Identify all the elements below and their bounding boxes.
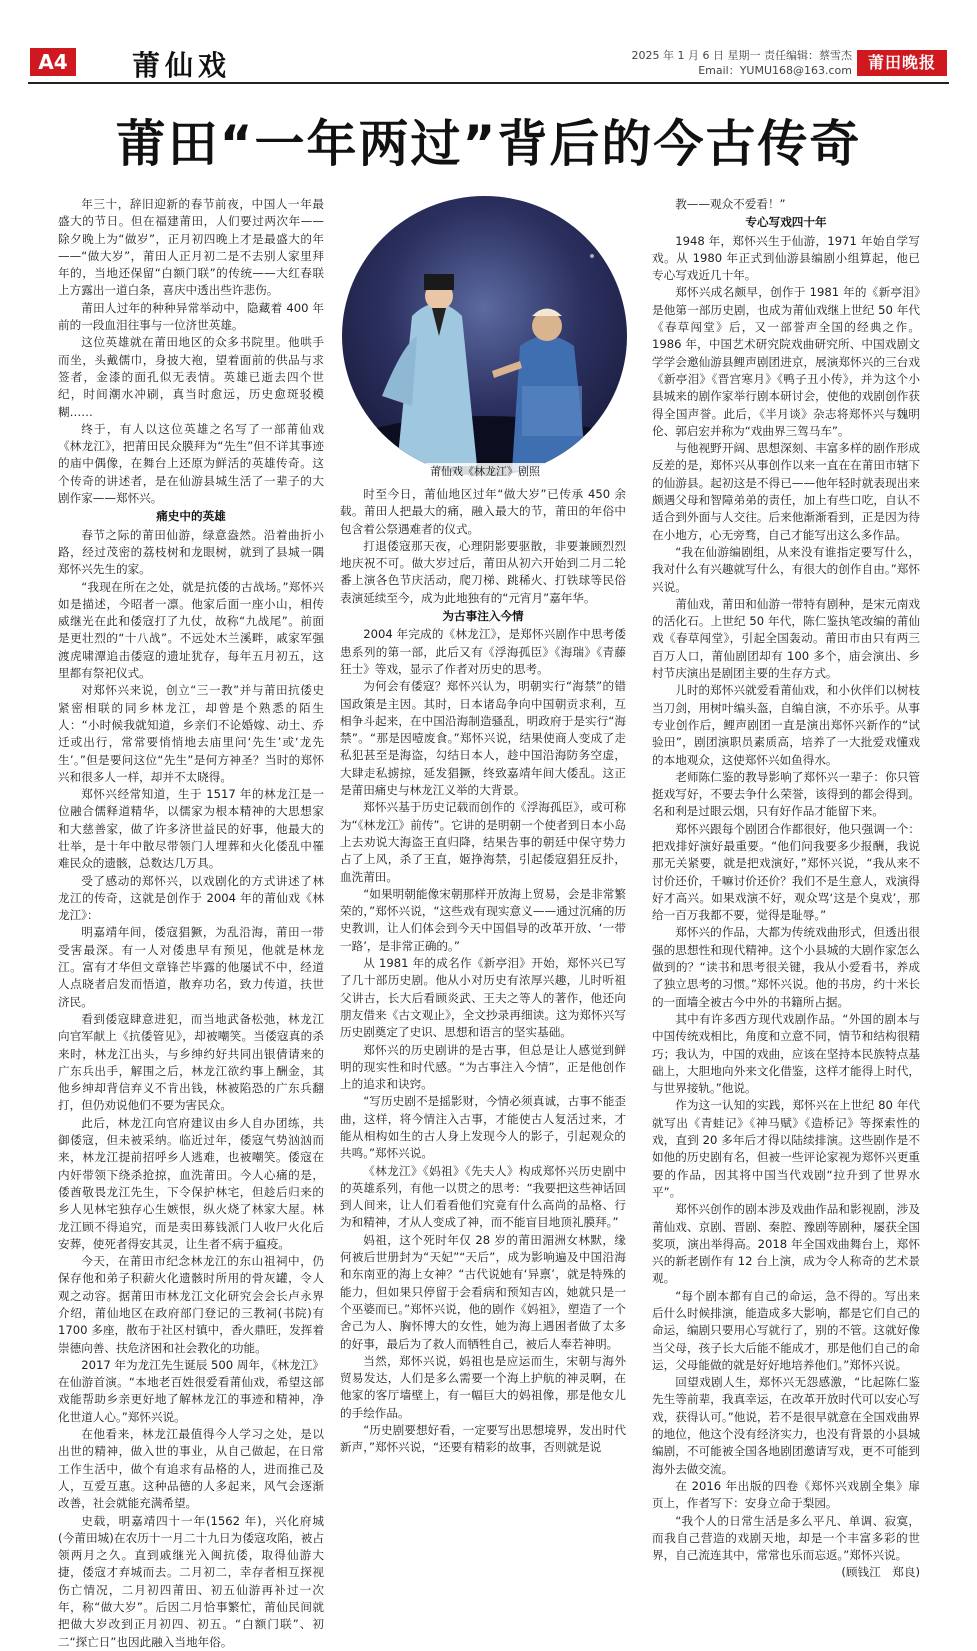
header-meta bbox=[632, 48, 852, 78]
article-paragraph: 老师陈仁鉴的教导影响了郑怀兴一辈子：你只管挺戏写好，不要去争什么荣誉，该得到的都会得到。名和利是过眼云烟，只有好作品才能留下来。 bbox=[652, 769, 920, 819]
section-title: 莆仙戏 bbox=[132, 49, 232, 82]
article-paragraph: 郑怀兴的作品，大都为传统戏曲形式，但透出很强的思想性和现代精神。这个小县城的大剧作家怎么做到的？“读书和思考很关键，我从小爱看书，养成了独立思考的习惯。”郑怀兴说。他的书房，约十米长的一面墙全被古今中外的书籍所占据。 bbox=[652, 925, 920, 1009]
article-paragraph: 其中有许多西方现代戏剧作品。“外国的剧本与中国传统戏相比，角度和立意不同，情节和结构很精巧；我认为，中国的戏曲，应该在坚持本民族特点基础上，大胆地向外来文化借鉴，这样才能得上时代，与世界接轨。”他说。 bbox=[652, 1011, 920, 1096]
article-paragraph: 在 2016 年出版的四卷《郑怀兴戏剧全集》扉页上，作者写下：安身立命于梨园。 bbox=[652, 1478, 920, 1511]
article-column-2 bbox=[340, 196, 626, 1457]
section-subheading: 痛史中的英雄 bbox=[156, 509, 226, 524]
article-paragraph: 终于，有人以这位英雄之名写了一部莆仙戏《林龙江》，把莆田民众膜拜为“先生”但不详其事迹的庙中偶像，在舞台上还原为鲜活的英雄传奇。这个传奇的讲述者，是在仙游县城生活了一辈子的大剧作家——郑怀兴。 bbox=[58, 421, 324, 506]
article-paragraph: “我在仙游编剧组，从来没有谁指定要写什么，我对什么有兴趣就写什么，有很大的创作自由。”郑怀兴说。 bbox=[652, 544, 920, 594]
photo-caption: 莆仙戏《林龙江》剧照 bbox=[426, 463, 544, 479]
article-paragraph: 郑怀兴创作的剧本涉及戏曲作品和影视剧，涉及莆仙戏、京剧、晋剧、秦腔、豫剧等剧种，屡获全国奖项，演出举得高。2018 年全国戏曲舞台上，郑怀兴的新老剧作有 12 台上演，成为令人称奇的艺术景观。 bbox=[652, 1202, 920, 1286]
article-paragraph: 这位英雄就在莆田地区的众多书院里。他哄手而坐，头戴儒巾，身披大袍，望着面前的供品与求签者，金漆的面孔似无表情。英雄已逝去四个世纪，时间潮水冲刷，真当时愈远，历史愈斑驳模糊…… bbox=[58, 335, 324, 419]
article-paragraph: 郑怀兴的历史剧讲的是古事，但总是让人感觉到鲜明的现实性和时代感。“为古事注入今情”，正是他创作上的追求和诀窍。 bbox=[340, 1042, 626, 1092]
article-paragraph: 教——观众不爱看！” bbox=[675, 197, 786, 211]
article-paragraph: 看到倭寇肆意进犯，而当地武备松弛，林龙江向官军献上《抗倭管见》，却被嘲笑。当倭寇真的杀来时，林龙江出头，与乡绅约好共同出银倩请来的广东兵出手，解围之后，林龙江欲约事上酬金，其他乡绅却背信弃义不肯出钱，林被陷恐的广东兵翻打，但仍劝说他们不要为害民众。 bbox=[58, 1011, 324, 1113]
article-paragraph: 与他视野开阔、思想深刻、丰富多样的剧作形成反差的是，郑怀兴从事创作以来一直在在莆田市辖下的仙游县。起初这是不得已——他年轻时就表现出来颇遇父母和智障弟弟的责任，加上有些口吃，自认不适合到外面与人交往。后来他渐渐看到，正是因为待在小地方，心无旁骛，自己才能写出这么多作品。 bbox=[652, 441, 920, 542]
article-paragraph: 时至今日，莆仙地区过年“做大岁”已传承 450 余载。莆田人把最大的痛，融入最大的节，莆田的年俗中包含着公祭遇难者的仪式。 bbox=[340, 487, 626, 536]
article-paragraph: 2017 年为龙江先生诞辰 500 周年，《林龙江》在仙游首演。“本地老百姓很爱看莆仙戏，希望这部戏能帮助乡亲更好地了解林龙江的事迹和精神，净化世道人心。”郑怀兴说。 bbox=[58, 1357, 324, 1424]
article-paragraph: 莆仙戏，莆田和仙游一带特有剧种，是宋元南戏的活化石。上世纪 50 年代，陈仁鉴执笔改编的莆仙戏《春草闯堂》，引起全国轰动。莆田市由只有两三百万人口，莆仙剧团却有 100 多个，庙会演出、乡村节庆演出是剧团主要的生存方式。 bbox=[652, 596, 920, 681]
article-paragraph: “每个剧本都有自己的命运，急不得的。写出来后什么时候排演，能造成多大影响，都是它们自己的命运，编剧只要用心写就行了，别的不管。这就好像当父母，孩子长大后能不能成才，那是他们自己的命运，父母能做的就是好好地培养他们。”郑怀兴说。 bbox=[652, 1288, 920, 1372]
article-paragraph: 打退倭寇那天夜，心理阴影要驱散，非要兼顾烈烈地庆祝不可。做大岁过后，莆田从初六开始到二月二轮番上演各色节庆活动，爬刀梯、跳稀火、打铁球等民俗表演延续至今，成为此地独有的“元宵月”嘉年华。 bbox=[340, 538, 626, 605]
byline: (顾钱江 郑良) bbox=[841, 1565, 920, 1580]
article-paragraph: 在他看来，林龙江最值得今人学习之处，是以出世的精神，做入世的事业，从自己做起，在日常工作生活中，做个有追求有品格的人，进而推己及人，互爱互惠。这种品德的人多起来，风气会逐渐改善，社会就能充满希望。 bbox=[58, 1427, 324, 1511]
article-paragraph: 受了感动的郑怀兴，以戏剧化的方式讲述了林龙江的传奇，这就是创作于 2004 年的莆仙戏《林龙江》： bbox=[58, 873, 324, 923]
photo-spacer bbox=[340, 196, 626, 486]
article-paragraph: 作为这一认知的实践，郑怀兴在上世纪 80 年代就写出《青蛙记》《神马赋》《造桥记》等探索性的戏，直到 20 多年后才得以陆续排演。这些剧作是不如他的历史剧有名，但被一些评论家视为郑怀兴更重要的作品，因其将中国当代戏剧“拉升到了世界水平”。 bbox=[652, 1098, 920, 1199]
article-paragraph: “如果明朝能像宋朝那样开放海上贸易，会是非常繁荣的，”郑怀兴说，“这些戏有现实意义——通过沉痛的历史教训，让人们体会到今天中国倡导的改革开放、‘一带一路’，是非常正确的。” bbox=[340, 886, 626, 953]
section-subheading: 专心写戏四十年 bbox=[745, 215, 827, 230]
article-paragraph: 郑怀兴经常知道，生于 1517 年的林龙江是一位融合儒释道精华，以儒家为根本精神的大思想家和大慈善家，做了许多济世益民的好事，他最大的壮举，是十年中散尽带领门人埋葬和火化倭乱中罹难民众的遗骸，总数达几万具。 bbox=[58, 787, 324, 871]
article-paragraph: “写历史剧不是摇影财，今情必须真诚，古事不能歪曲，这样，将今情注入古事，才能使古人复活过来，才能从相构如生的古人身上发现今人的影子，引起观众的共鸣。”郑怀兴说。 bbox=[340, 1094, 626, 1161]
article-paragraph: “我个人的日常生活是多么平凡、单调、寂寞，而我自己营造的戏剧天地，却是一个丰富多彩的世界，自己流连其中，常常也乐而忘返。”郑怀兴说。 bbox=[652, 1513, 920, 1563]
article-paragraph: 妈祖，这个死时年仅 28 岁的莆田湄洲女林默，缘何被后世册封为“天妃”“天后”，成为影响遍及中国沿海和东南亚的海上女神？“古代说她有‘异禀’，就是特殊的能力，但如果只停留于会看病和预知吉凶，她就只是一个巫婆而已。”郑怀兴说，他的剧作《妈祖》，塑造了一个舍己为人、胸怀博大的女性，她为海上遇困者做了太多的好事，最后为了救人而牺牲自己，被后人奉若神明。 bbox=[340, 1232, 626, 1351]
article-paragraph: 郑怀兴基于历史记载而创作的《浮海孤臣》，或可称为“《林龙江》前传”。它讲的是明朝一个使者到日本小岛上去劝说大海盗王直归降，结果告事的朝廷中保守势力占了上风，杀了王直，姬挣海禁，引起倭寇猖狂反扑，血洗莆田。 bbox=[340, 800, 626, 884]
article-column-3 bbox=[652, 196, 920, 1582]
article-headline: 莆田“一年两过”背后的今古传奇 bbox=[115, 115, 862, 173]
article-paragraph: 郑怀兴成名颇早，创作于 1981 年的《新亭泪》是他第一部历史剧，也成为莆仙戏继上世纪 50 年代《春草闯堂》后，又一部誉声全国的经典之作。1986 年，中国艺术研究院戏曲研究所、中国戏剧文学学会邀仙游县鲤声剧团进京，展演郑怀兴的三台戏《新亭泪》《晋宫寒月》《鸭子丑小传》，并为这个小县城来的剧作家举行剧本研讨会，使他的戏剧创作获得全国声誉。此后，《半月谈》杂志将郑怀兴与魏明伦、郭启宏并称为“戏曲界三驾马车”。 bbox=[652, 285, 920, 438]
article-paragraph: “历史剧要想好看，一定要写出思想境界，发出时代新声，”郑怀兴说，“还要有精彩的故事，否则就是说 bbox=[340, 1423, 626, 1455]
article-paragraph: 郑怀兴跟每个剧团合作都很好，他只强调一个：把戏排好演好最重要。“他们问我要多少报酬，我说那无关紧要，就是把戏演好，”郑怀兴说，“我从来不讨价还价，千嘛讨价还价？我们不是生意人，戏演得好才高兴。如果戏演不好，观众骂‘这是个臭戏’，那给一百万我都不要，觉得是耻辱。” bbox=[652, 821, 920, 923]
article-paragraph: 此后，林龙江向官府建议由乡人自办团练，共御倭寇，但未被采纳。临近过年，倭寇气势汹汹而来，林龙江提前招呼乡人逃难，也被嘲笑。倭寇在内奸带领下绕杀抢掠，血洗莆田。今人心痛的是，倭酋敬畏龙江先生，下令保护林宅，但趁后归来的乡人见林宅独存心生嫉恨，纵火烧了林家大屋。林龙江顾不得追究，而是卖田募钱派门人收尸火化后安葬，使死者得安其灵，让生者不病于瘟疫。 bbox=[58, 1115, 324, 1251]
article-paragraph: 今天，在莆田市纪念林龙江的东山祖祠中，仍保存他和弟子积薪火化遗骸时所用的骨灰罐，令人观之动容。据莆田市林龙江文化研究会会长卢永界介绍，莆仙地区在政府部门登记的三教祠(书院)有 1700 多座，散布于社区村镇中，香火鼎旺，发挥着崇德向善、扶危济困和社会教化的功能。 bbox=[58, 1254, 324, 1355]
article-paragraph: 春节之际的莆田仙游，绿意盎然。沿着曲折小路，经过茂密的荔枝树和龙眼树，就到了县城一隅郑怀兴先生的家。 bbox=[58, 527, 324, 577]
page-header bbox=[0, 0, 977, 90]
header-divider bbox=[28, 82, 949, 84]
article-paragraph: 儿时的郑怀兴就爱看莆仙戏，和小伙伴们以树枝当刀剑，用树叶编头盔，自编自演，不亦乐乎。从事专业创作后，鲤声剧团一直是演出郑怀兴新作的“试验田”，剧团演职员素质高，培养了一大批爱戏懂戏的本地观众，这使郑怀兴如鱼得水。 bbox=[652, 683, 920, 767]
article-paragraph: 回望戏剧人生，郑怀兴无怨感激，“比起陈仁鉴先生等前辈，我真幸运，在改革开放时代可以安心写戏，获得认可。”他说，若不是很早就意在全国戏曲界的地位，他这个没有经济实力，也没有背景的小县城编剧，不可能被全国各地剧团邀请写戏，更不可能到海外去做交流。 bbox=[652, 1375, 920, 1476]
article-paragraph: 莆田人过年的种种异常举动中，隐藏着 400 年前的一段血泪往事与一位济世英雄。 bbox=[58, 300, 324, 333]
article-paragraph: 为何会有倭寇？郑怀兴认为，明朝实行“海禁”的错国政策是主因。其时，日本诸岛争向中国朝贡求利，互相争斗起来，在中国沿海制造骚乱，明政府于是实行“海禁”。“那是因噎废食。”郑怀兴说，结果使商人变成了走私犯甚至是海盗，勾结日本人，趁中国沿海防务空虚，大肆走私掳掠，延发猖獗，终致嘉靖年间大倭乱。这正是莆田痛史与林龙江义举的大背景。 bbox=[340, 679, 626, 798]
section-subheading: 为古事注入今情 bbox=[442, 609, 524, 624]
article-paragraph: 1948 年，郑怀兴生于仙游，1971 年始自学写戏。从 1980 年正式到仙游县编剧小组算起，他已专心写戏近几十年。 bbox=[652, 233, 920, 283]
editor-email: Email：YUMU168@163.com bbox=[698, 64, 852, 77]
article-paragraph: 从 1981 年的成名作《新亭泪》开始，郑怀兴已写了几十部历史剧。他从小对历史有浓厚兴趣，儿时听祖父讲古，长大后看顾炎武、王夫之等人的著作，他还向朋友借来《古文观止》，全文抄录再细读。这为郑怀兴写历史剧奠定了史识、思想和语言的坚实基础。 bbox=[340, 956, 626, 1040]
article-paragraph: 当然，郑怀兴说，妈祖也是应运而生，宋朝与海外贸易发达，人们是多么需要一个海上护航的神灵啊，在他家的客厅墙壁上，有一幅巨大的妈祖像，那是他女儿的手绘作品。 bbox=[340, 1353, 626, 1420]
article-paragraph: 2004 年完成的《林龙江》，是郑怀兴剧作中思考倭患系列的第一部，此后又有《浮海孤臣》《海瑞》《青藤狂士》等戏，显示了作者对历史的思考。 bbox=[340, 627, 626, 676]
article-paragraph: “我现在所在之处，就是抗倭的古战场。”郑怀兴如是描述，今昭者一凛。他家后面一座小山，相传威继光在此和倭寇打了九仗，故称“九战尾”。前面是更壮烈的“十八战”。不远处木兰溪畔，戚家军强渡虎啸潭追击倭寇的遗址犹存，每年五月初五，这里都有祭祀仪式。 bbox=[58, 579, 324, 681]
article-paragraph: 明嘉靖年间，倭寇猖獗，为乱沿海，莆田一带受害最深。有一人对倭患早有预见，他就是林龙江。富有才华但文章锋芒毕露的他屡试不中，经道人点晓者启发而悟道，散弃功名，致力传道，扶世济民。 bbox=[58, 925, 324, 1009]
article-column-1 bbox=[58, 196, 324, 1651]
date-editor-line: 2025 年 1 月 6 日 星期一 责任编辑：蔡雪杰 bbox=[631, 49, 852, 62]
article-paragraph: 对郑怀兴来说，创立“三一教”并与莆田抗倭史紧密相联的同乡林龙江，却曾是个熟悉的陌生人：“小时候我就知道，乡亲们不论婚嫁、动土、乔迁或出行，常常要悄悄地去庙里问‘先生’或‘龙先生’。”但是要问这位“先生”是何方神圣？当时的郑怀兴和很多人一样，却并不太晓得。 bbox=[58, 683, 324, 784]
page-number-tag: A4 bbox=[30, 48, 76, 76]
article-paragraph: 《林龙江》《妈祖》《先夫人》构成郑怀兴历史剧中的英雄系列，有他一以贯之的思考：“我要把这些神话回到人间来，让人们看看他们究竟有什么高尚的品格、行为和精神，才从人变成了神，而不能盲目地顶礼膜拜。” bbox=[340, 1163, 626, 1230]
newspaper-logo: 莆田晚报 bbox=[857, 50, 947, 76]
article-paragraph: 史载，明嘉靖四十一年(1562 年)，兴化府城(今莆田城)在农历十一月二十九日为倭寇攻陷，被占领两月之久。直到戚继光入闽抗倭，取得仙游大捷，倭寇才弃城而去。二月初二，幸存者相互探视伤亡情况，二月初四莆田、初五仙游再补过一次年，称“做大岁”。后因二月恰事繁忙，莆仙民间就把做大岁改到正月初四、初五。“白额门联”、初二“探亡日”也因此融入当地年俗。 bbox=[58, 1513, 324, 1649]
article-paragraph: 年三十，辞旧迎新的春节前夜，中国人一年最盛大的节日。但在福建莆田，人们要过两次年——除夕晚上为“做岁”，正月初四晚上才是最盛大的年——“做大岁”，莆田人正月初二是不去别人家里拜年的，当地还保留“白额门联”的传统——大红春联上方露出一道白条，喜庆中透出些许悲伤。 bbox=[58, 197, 324, 298]
